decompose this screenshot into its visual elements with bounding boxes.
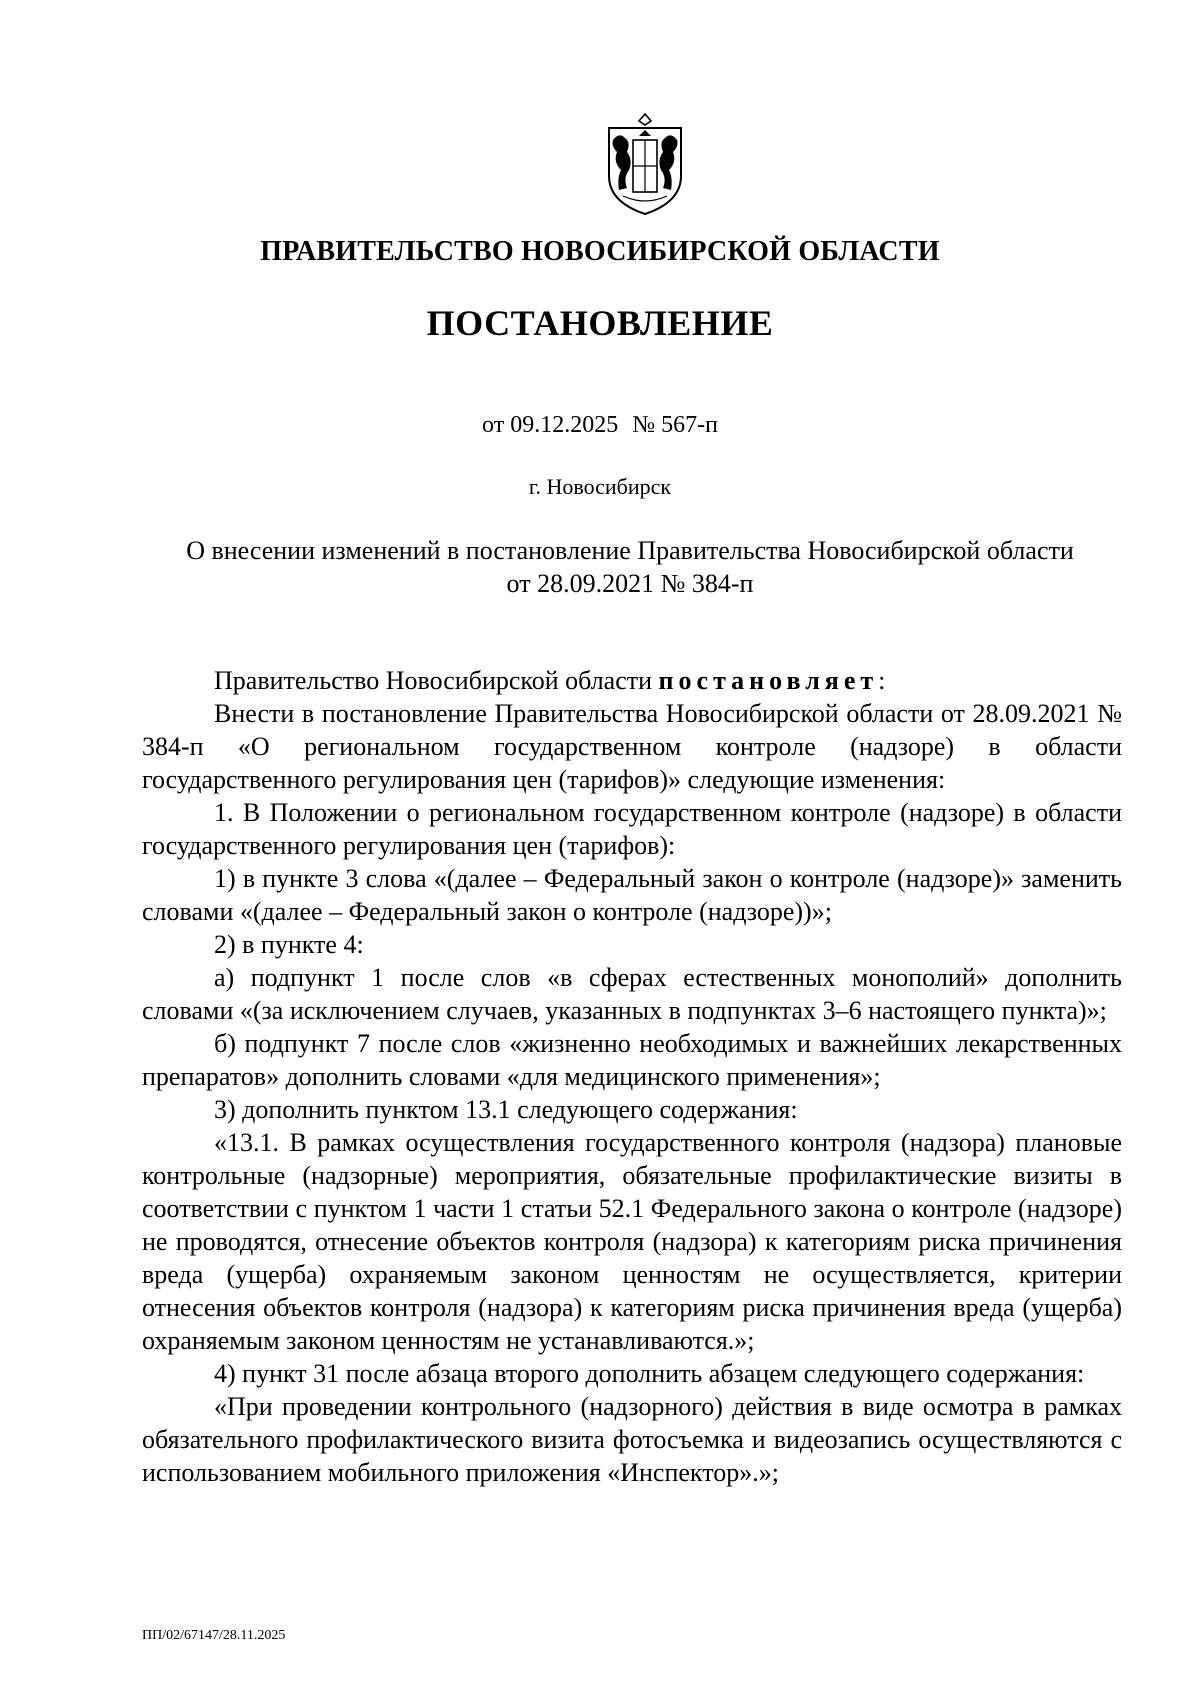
coat-of-arms-icon <box>599 112 691 216</box>
intro-suffix: : <box>878 666 886 695</box>
footer-document-code: ПП/02/67147/28.11.2025 <box>142 1628 286 1643</box>
document-date: от 09.12.2025 <box>482 412 619 438</box>
body-paragraph: 1) в пункте 3 слова «(далее – Федеральный закон о контроле (надзоре)» заменить словами «(далее – Федеральный закон о контроле (надзоре))»; <box>142 864 1122 926</box>
document-date-line <box>0 412 1200 439</box>
body-paragraph: 4) пункт 31 после абзаца второго дополнить абзацем следующего содержания: <box>214 1359 1085 1388</box>
document-body <box>142 664 1122 1489</box>
body-paragraph: Внести в постановление Правительства Новосибирской области от 28.09.2021 № 384-п «О региональном государственном контроле (надзоре) в области государственного регулирования цен (тарифов)» следующие изменения: <box>142 699 1122 794</box>
government-title: ПРАВИТЕЛЬСТВО НОВОСИБИРСКОЙ ОБЛАСТИ <box>260 236 940 267</box>
body-paragraph: а) подпункт 1 после слов «в сферах естественных монополий» дополнить словами «(за исключением случаев, указанных в подпунктах 3–6 настоящего пункта)»; <box>142 963 1122 1025</box>
intro-verb: постановляет <box>658 666 879 695</box>
body-paragraph: «При проведении контрольного (надзорного) действия в виде осмотра в рамках обязательного профилактического визита фотосъемка и видеозапись осуществляются с использованием мобильного приложения «Инспектор».»; <box>142 1392 1122 1487</box>
subject-line-1: О внесении изменений в постановление Правительства Новосибирской области <box>186 536 1074 565</box>
document-city: г. Новосибирск <box>528 474 672 499</box>
body-paragraph: б) подпункт 7 после слов «жизненно необходимых и важнейших лекарственных препаратов» дополнить словами «для медицинского применения»; <box>142 1029 1122 1091</box>
document-number: № 567-п <box>632 412 718 438</box>
document-subject <box>140 534 1120 600</box>
body-paragraph: «13.1. В рамках осуществления государственного контроля (надзора) плановые контрольные (надзорные) мероприятия, обязательные профилактические визиты в соответствии с пунктом 1 части 1 статьи 52.1 Федерального закона о контроле (надзоре) не проводятся, отнесение объектов контроля (надзора) к категориям риска причинения вреда (ущерба) охраняемым законом ценностям не осуществляется, критерии отнесения объектов контроля (надзора) к категориям риска причинения вреда (ущерба) охраняемым законом ценностям не устанавливаются.»; <box>142 1128 1122 1355</box>
body-paragraph: 1. В Положении о региональном государственном контроле (надзоре) в области государственного регулирования цен (тарифов): <box>142 798 1122 860</box>
body-paragraph: 2) в пункте 4: <box>214 930 364 959</box>
document-type: ПОСТАНОВЛЕНИЕ <box>426 303 774 343</box>
intro-paragraph <box>142 664 1122 697</box>
subject-line-2: от 28.09.2021 № 384-п <box>506 569 754 598</box>
body-paragraph: 3) дополнить пунктом 13.1 следующего содержания: <box>214 1095 798 1124</box>
intro-prefix: Правительство Новосибирской области <box>214 666 659 695</box>
